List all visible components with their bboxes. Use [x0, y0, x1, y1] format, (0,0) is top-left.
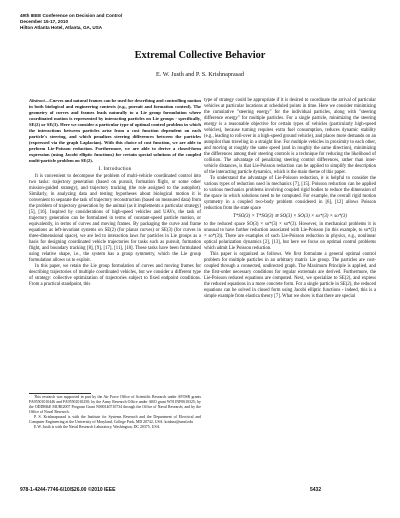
intro-paragraph-1: It is convenient to decompose the problem of multi-vehicle coordinated control into two tasks: trajectory generation (based on pursuit, formation flight, or some other mission-guided strategy), and trajectory tracking (the role assigned to the autopilot). Similarly, in analyzing data and testing hypotheses about biological motion it is convenient to separate the task of trajectory reconstruction (based on measured data) from the problem of trajectory generation by the animal (as it implements a particular strategy) [5], [16]. Inspired by considerations of high-speed vehicles and UAVs, the task of trajectory generation can be formulated in terms of constant-speed particle motion, or equivalently, in terms of curves and moving frames. By packaging the curve and frame equations as left-invariant systems on SE(2) (for planar curves) or SE(3) (for curves in three-dimensional space), we are led to interaction laws for particles in Lie groups as a basis for designing coordinated vehicle trajectories for tasks such as pursuit, formation flight, and boundary tracking [8], [9], [17], [11], [18]. These tasks have been formulated using relative shape, i.e., the system has a group symmetry, which the Lie group formulation allows us to exploit. [29, 174, 201, 264]
conference-name: 49th IEEE Conference on Decision and Control [20, 13, 123, 18]
footnote-author-justh: E.W. Justh is with the Naval Research Laboratory, Washington, DC 20375, USA. [34, 425, 161, 429]
conference-dates: December 15-17, 2010 [20, 18, 69, 24]
section-heading-introduction: I. Introduction [98, 166, 132, 173]
footnote-author-krishnaprasad: P. S. Krishnaprasad is with the Institute for Systems Research and the Department of Electrical and Computer Engineering at the University of Maryland, College Park, MD 20742, USA. krishna@umd.edu [29, 415, 201, 424]
footer-isbn: 978-1-4244-7746-6/10/$26.00 ©2010 IEEE [20, 487, 116, 493]
right-paragraph-2: To understand the advantage of Lie-Poisson reduction, it is helpful to consider the various types of reduction used in mechanics [7], [15]. Poisson reduction can be applied to various mechanics problems involving coupled rigid bodies to reduce the dimension of the space in which solutions need to be computed. For example, the overall rigid motion symmetry in a coupled two-body problem considered in [6], [12] allows Poisson reduction from the state space [204, 176, 376, 211]
right-paragraph-3: to the reduced space SO(3) × so*(3) × so*(3). However, in mechanical problems it is unusual to have further reduction associated with Lie-Poisson (in this example, to so*(3) × so*(3)). There are examples of such Lie-Poisson reduction in physics, e.g., nonlinear optical polarization dynamics [2], [13], but here we focus on optimal control problems which admit Lie Poisson reduction. [204, 222, 376, 251]
left-column [29, 98, 201, 288]
paper-title: Extremal Collective Behavior [134, 50, 266, 61]
page-number: 5432 [310, 487, 322, 493]
right-paragraph-4: This paper is organized as follows. We first formulate a general optimal control problem for multiple particles in an arbitrary matrix Lie group. The particles are cost-coupled through a connected, undirected graph. The Maximum Principle is applied, and the first-order necessary conditions for regular extremals are derived. Furthermore, the Lie-Poisson reduced equations are computed. Next, we specialize to SE(2), and express the reduced equations in a more concrete form. For a single particle in SE(2), the reduced equations can be solved in closed form using Jacobi elliptic functions - indeed, this is a simple example from elastica theory [7]. What we show is that there are special [204, 252, 376, 299]
right-column [204, 98, 376, 300]
paper-authors: E. W. Justh and P. S. Krishnaprasad [156, 71, 244, 78]
right-paragraph-1: type of strategy could be appropriate if it is desired to coordinate the arrival of particular vehicles at particular locations at scheduled points in time. Here we consider minimizing the cumulative "steering energy" for the individual particles, along with "steering difference energy" for multiple particles. For a single particle, minimizing the steering energy is a reasonable objective for certain types of vehicles (particularly high-speed vehicles), because turning requires extra fuel consumption, reduces dynamic stability (e.g., leading to roll-over in a high-speed ground vehicle), and places more demands on an autopilot than traveling in a straight line. For multiple vehicles in proximity to each other, and moving at roughly the same speed (and in roughly the same direction), minimizing the differences among their steering controls is a technique for reducing the likelihood of collision. The advantage of penalizing steering control differences, rather than inter-vehicle distances, is that Lie-Poisson reduction can be applied to simplify the description of the interacting particle dynamics, which is the main theme of this paper. [204, 98, 376, 175]
abstract-label: Abstract [29, 98, 45, 103]
footnote-rule [29, 393, 91, 394]
abstract [29, 98, 201, 163]
footnote-funding: This research was supported in part by the Air Force Office of Scientific Research under AFOSR grants FA95501010446 and FA95501010250; by the Army Research Office under ARO grant W911NF0610325; by the ODDR&E MURI2007 Program Grant N000140710734 through the Office of Naval Research; and by the Office of Naval Research. [29, 395, 201, 414]
conference-venue: Hilton Atlanta Hotel, Atlanta, GA, USA [20, 24, 103, 30]
intro-paragraph-2: In this paper, we retain the Lie group formulation of curves and moving frames for describing trajectories of multiple coordinated vehicles, but we consider a different type of strategy: collective optimization of trajectories subject to fixed endpoint conditions. From a practical standpoint, this [29, 264, 201, 288]
conference-header [20, 13, 122, 30]
footnotes [29, 395, 201, 430]
equation-state-space: T*SO(3) × T*SO(3) ≅ SO(3) × SO(3) × so*(3) × so*(3) [232, 214, 348, 219]
abstract-text: —Curves and natural frames can be used for describing and controlling motion in both biological and engineering contexts (e.g., pursuit and formation control). The geometry of curves and frames leads naturally to a Lie group formulation where coordinated motion is represented by interacting particles on Lie groups - specifically, SE(2) or SE(3). Here we consider a particular type of optimal control problem in which the interactions between particles arise from a cost function dependent on each particle's steering, and which penalizes steering differences between the particles (expressed via the graph Laplacian). With this choice of cost function, we are able to perform Lie-Poisson reduction. Furthermore, we are able to derive a closed-form expression (using Jacobi elliptic functions) for certain special solutions of the coupled multi-particle problem on SE(2). [29, 98, 201, 163]
